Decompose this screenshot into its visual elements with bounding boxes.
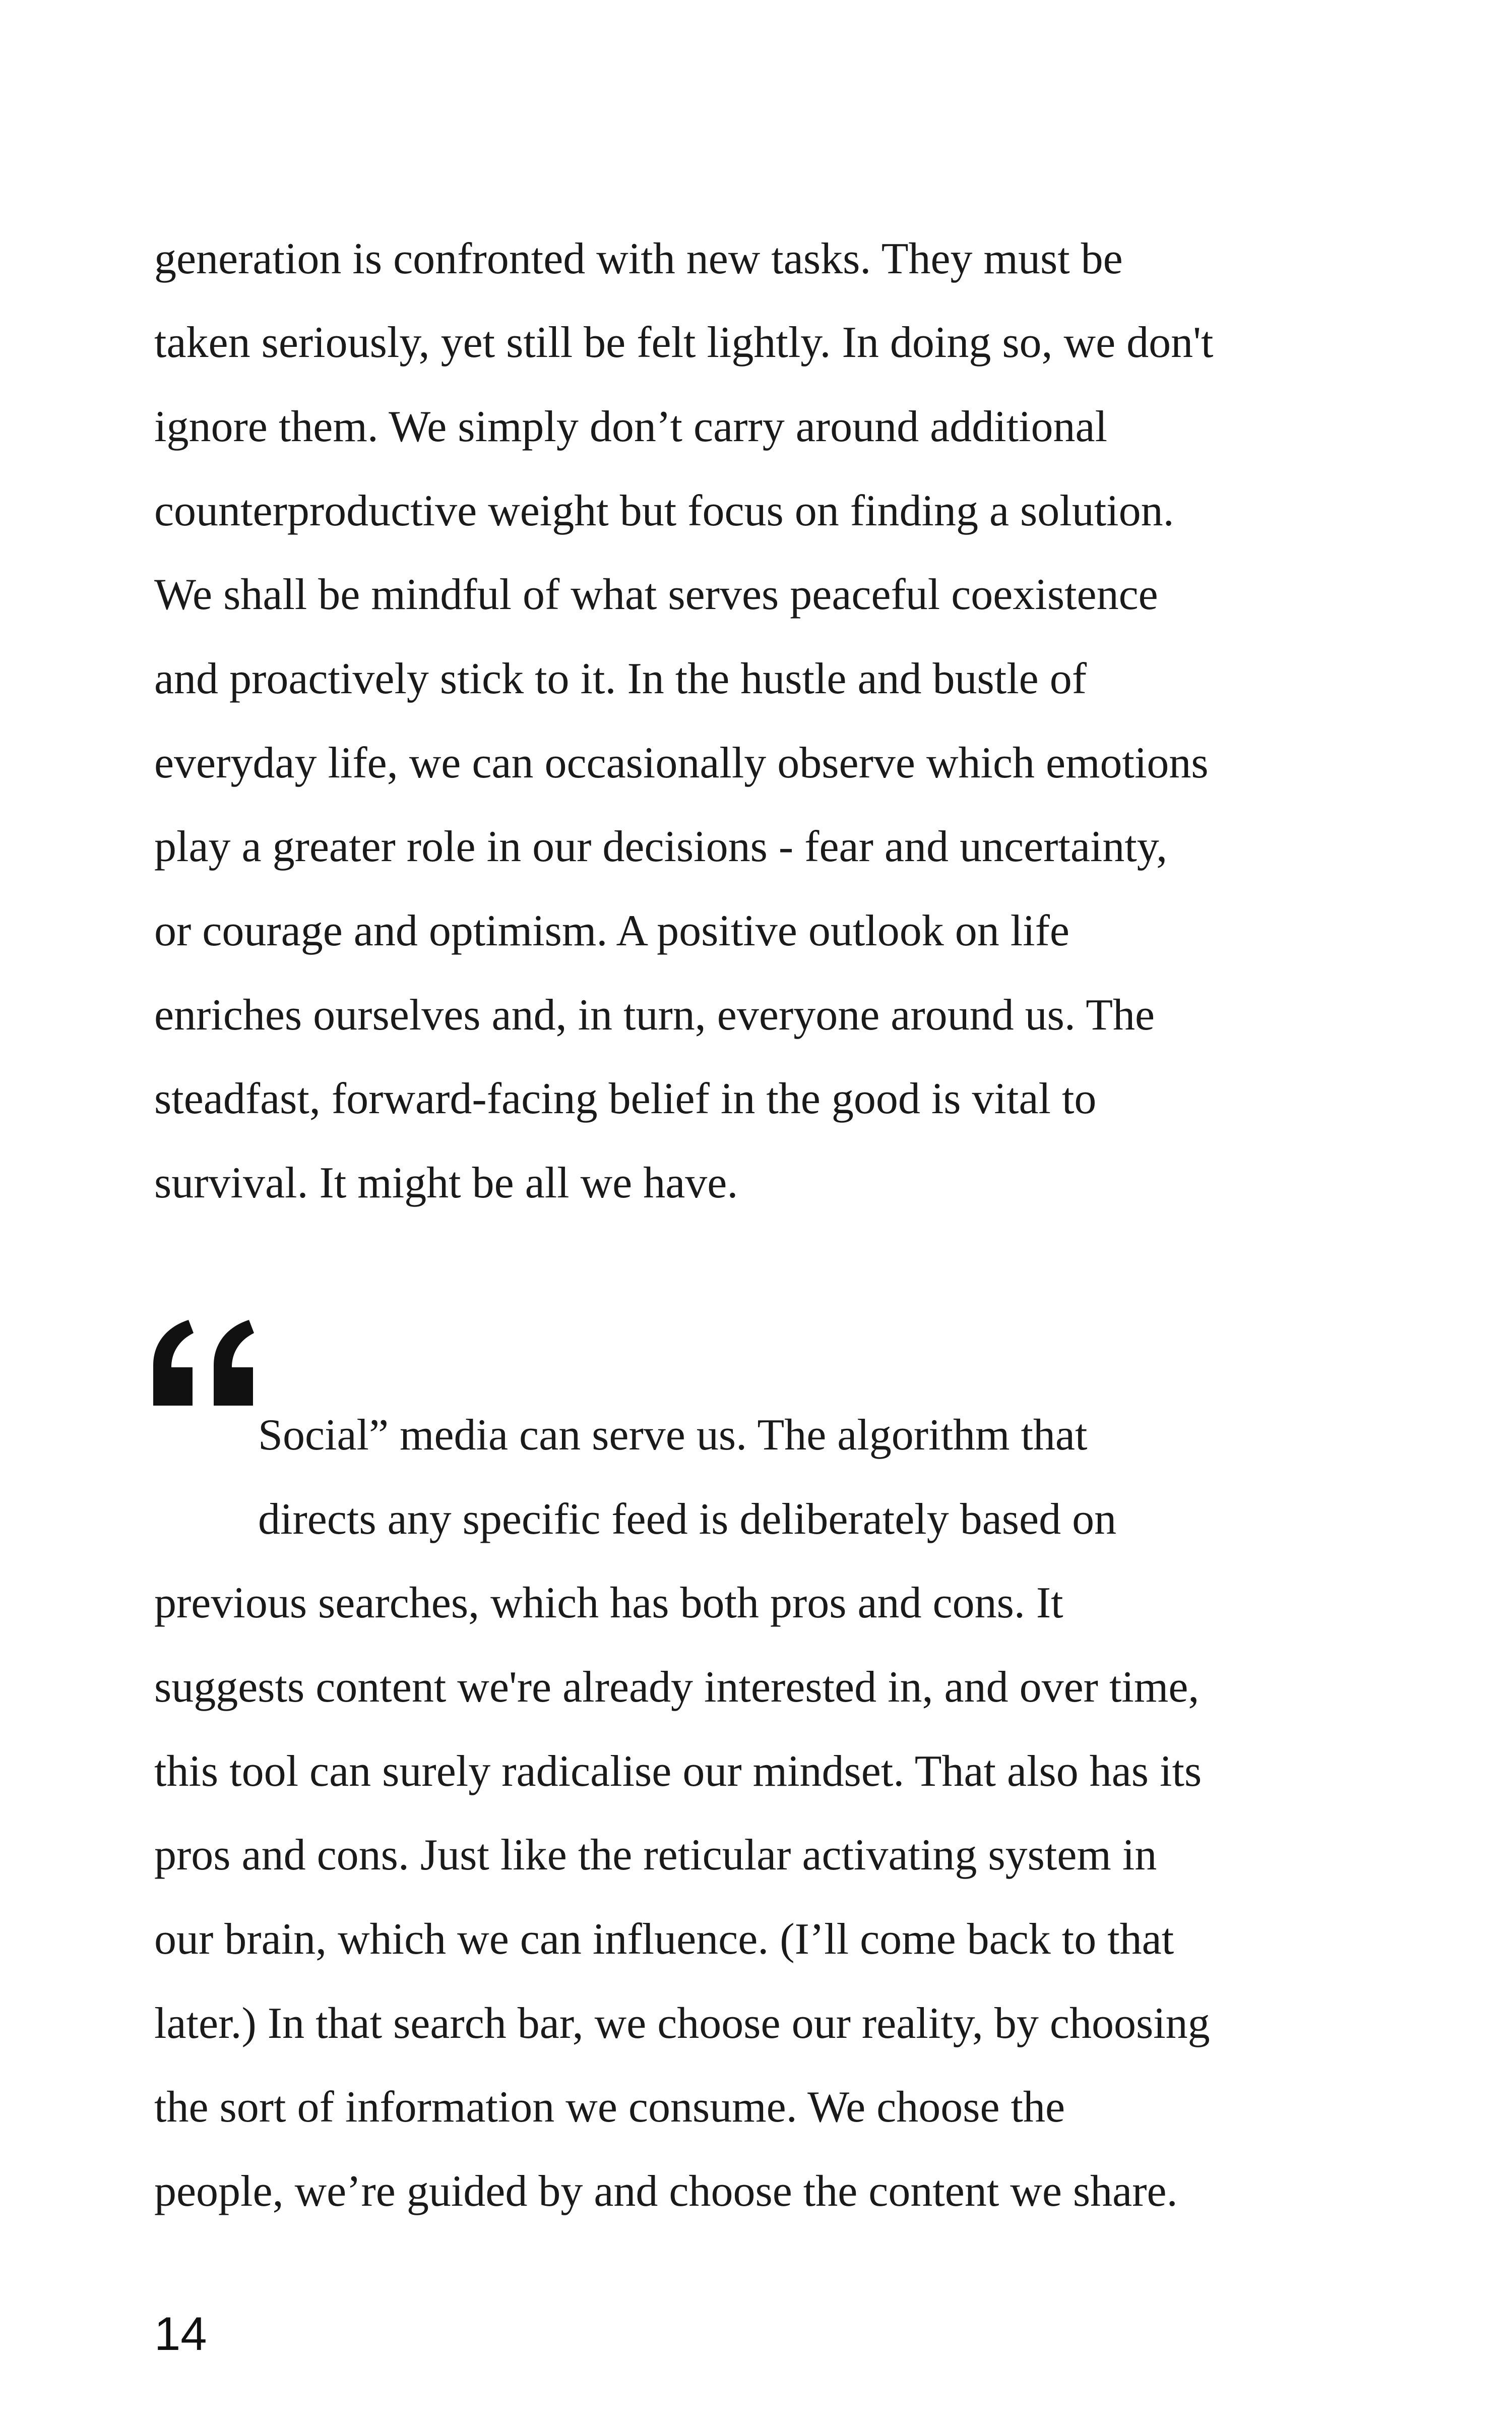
text-line: and proactively stick to it. In the hustle and bustle of [154, 654, 1087, 703]
text-line: Social” media can serve us. The algorithm that [258, 1411, 1088, 1460]
text-line: later.) In that search bar, we choose our reality, by choosing [154, 1999, 1210, 2048]
text-line: or courage and optimism. A positive outlook on life [154, 906, 1069, 955]
text-line: ignore them. We simply don’t carry around additional [154, 402, 1108, 451]
text-line: survival. It might be all we have. [154, 1159, 738, 1207]
text-line: counterproductive weight but focus on finding a solution. [154, 487, 1174, 535]
text-line: this tool can surely radicalise our mindset. That also has its [154, 1747, 1202, 1796]
text-line: taken seriously, yet still be felt lightly. In doing so, we don't [154, 318, 1214, 367]
drop-quote-mark [149, 1311, 255, 1412]
text-line: play a greater role in our decisions - fear and uncertainty, [154, 822, 1168, 871]
page-number: 14 [154, 2307, 207, 2360]
text-line: our brain, which we can influence. (I’ll come back to that [154, 1915, 1174, 1964]
text-line: suggests content we're already interested in, and over time, [154, 1663, 1200, 1712]
text-line: previous searches, which has both pros and cons. It [154, 1579, 1063, 1627]
text-line: everyday life, we can occasionally observe which emotions [154, 739, 1209, 788]
text-line: steadfast, forward-facing belief in the good is vital to [154, 1074, 1097, 1123]
text-line: generation is confronted with new tasks. They must be [154, 234, 1123, 283]
text-line: pros and cons. Just like the reticular activating system in [154, 1831, 1157, 1880]
text-line: enriches ourselves and, in turn, everyone around us. The [154, 991, 1155, 1040]
text-line: the sort of information we consume. We choose the [154, 2083, 1065, 2132]
text-line: people, we’re guided by and choose the content we share. [154, 2167, 1178, 2216]
text-line: directs any specific feed is deliberately based on [258, 1495, 1117, 1544]
text-line: We shall be mindful of what serves peaceful coexistence [154, 570, 1158, 619]
